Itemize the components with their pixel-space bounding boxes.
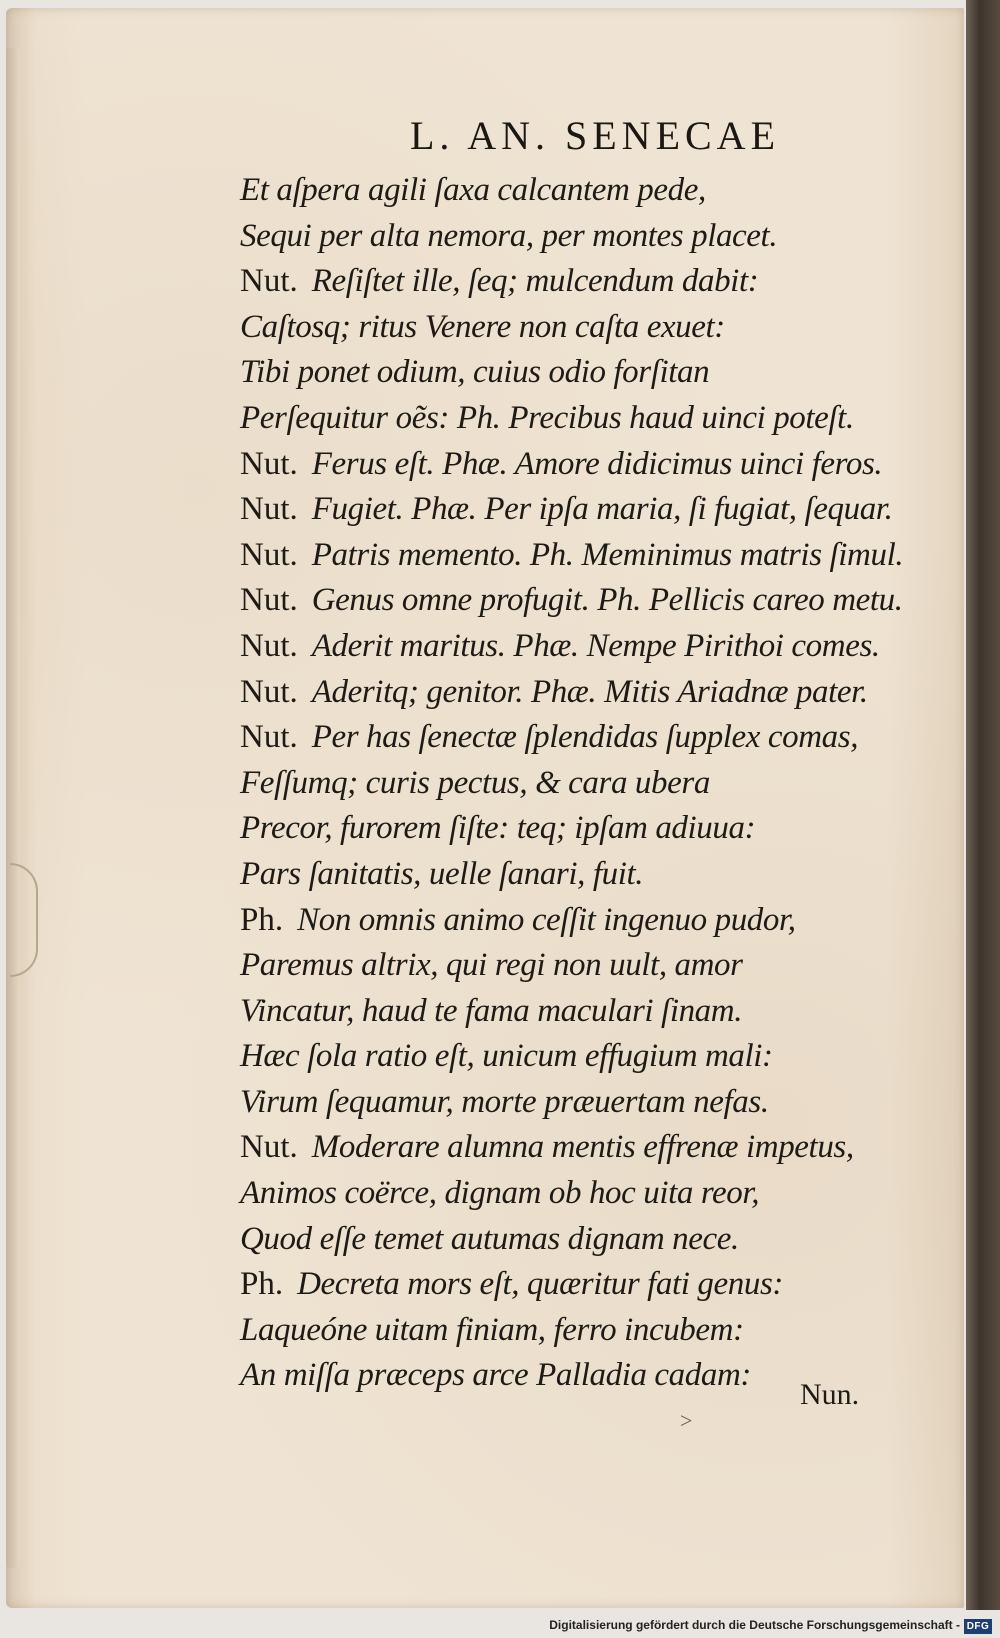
dfg-logo-icon: DFG [964,1619,992,1634]
verse-line [240,1125,920,1171]
book-edge [966,0,1000,1610]
verse-line [240,761,920,807]
verse-text: Caſtosq; ritus Venere non caſta exuet: [240,308,725,345]
speaker-label: Nut. [240,673,298,710]
verse-text: Et aſpera agili ſaxa calcantem pede, [240,172,706,208]
verse-line [240,989,920,1035]
speaker-label: Nut. [240,445,298,482]
verse-text: Patris memento. Ph. Meminimus matris ſimul. [311,536,904,573]
verse-line [240,1080,920,1126]
verse-line [240,1171,920,1217]
verse-text: Sequi per alta nemora, per montes placet. [240,217,778,254]
speaker-label: Ph. [240,1266,284,1303]
verse-line [240,670,920,716]
verse-text: Per has ſenectæ ſplendidas ſupplex comas, [311,719,859,756]
verse-text: Non omnis animo ceſſit ingenuo pudor, [297,901,796,938]
verse-text: Genus omne profugit. Ph. Pellicis careo metu. [311,582,903,619]
verse-line [240,442,920,488]
verse-line [240,1308,920,1354]
verse-line [240,806,920,852]
verse-line [240,624,920,670]
speaker-label: Nut. [240,719,298,756]
verse-line [240,1034,920,1080]
verse-text: Animos coërce, dignam ob hoc uita reor, [240,1175,760,1212]
verse-line [240,898,920,944]
speaker-label: Nut. [240,582,298,619]
verse-text: An miſſa præceps arce Palladia cadam: [240,1357,751,1394]
verse-line [240,533,920,579]
verse-text: Moderare alumna mentis effrenæ impetus, [311,1129,854,1166]
speaker-label: Nut. [240,536,298,573]
verse-text: Paremus altrix, qui regi non uult, amor [240,947,743,984]
verse-text: Fugiet. Phæ. Per ipſa maria, ſi fugiat, ſequar. [311,491,893,528]
verse-text: Tibi ponet odium, cuius odio forſitan [240,354,710,391]
verse-text: Precor, furorem ſiſte: teq; ipſam adiuua: [240,810,756,847]
stray-mark: > [680,1408,693,1433]
verse-line [240,715,920,761]
verse-text: Perſequitur oẽs: Ph. Precibus haud uinci poteſt. [240,399,854,436]
verse-text: Hæc ſola ratio eſt, unicum effugium mali: [240,1038,773,1075]
verse-line [240,259,920,305]
binding-clip-mark [10,863,38,977]
speaker-label: Nut. [240,491,298,528]
verse-text: Aderitq; genitor. Phæ. Mitis Ariadnæ pater. [311,673,868,710]
verse-text: Pars ſanitatis, uelle ſanari, fuit. [240,855,644,892]
verse-line [240,852,920,898]
verse-line [240,487,920,533]
verse-text: Vincatur, haud te fama maculari ſinam. [240,992,743,1029]
speaker-label: Ph. [240,901,284,938]
catchword: Nun. [800,1378,860,1411]
verse-line [240,168,920,214]
verse-line [240,350,920,396]
verse-block [240,168,920,1399]
verse-line [240,305,920,351]
speaker-label: Nut. [240,263,298,300]
speaker-label: Nut. [240,1129,298,1166]
speaker-label: Nut. [240,627,298,664]
verse-line [240,578,920,624]
digitization-credit: Digitalisierung gefördert durch die Deutsche Forschungsgemeinschaft - [549,1618,960,1632]
verse-text: Laqueóne uitam finiam, ferro incubem: [240,1311,744,1348]
page-gutter [6,48,20,1568]
verse-line [240,1217,920,1263]
verse-line [240,396,920,442]
verse-text: Reſiſtet ille, ſeq; mulcendum dabit: [311,263,759,300]
verse-line [240,214,920,260]
verse-line [240,943,920,989]
verse-text: Virum ſequamur, morte præuertam nefas. [240,1083,769,1120]
verse-line [240,1262,920,1308]
verse-text: Aderit maritus. Phæ. Nempe Pirithoi comes. [311,627,880,664]
verse-text: Decreta mors eſt, quæritur fati genus: [297,1266,783,1303]
verse-text: Quod eſſe temet autumas dignam nece. [240,1220,739,1257]
verse-text: Ferus eſt. Phæ. Amore didicimus uinci feros. [311,445,883,482]
running-head: L. AN. SENECAE [410,113,780,158]
verse-text: Feſſumq; curis pectus, & cara ubera [240,764,710,801]
